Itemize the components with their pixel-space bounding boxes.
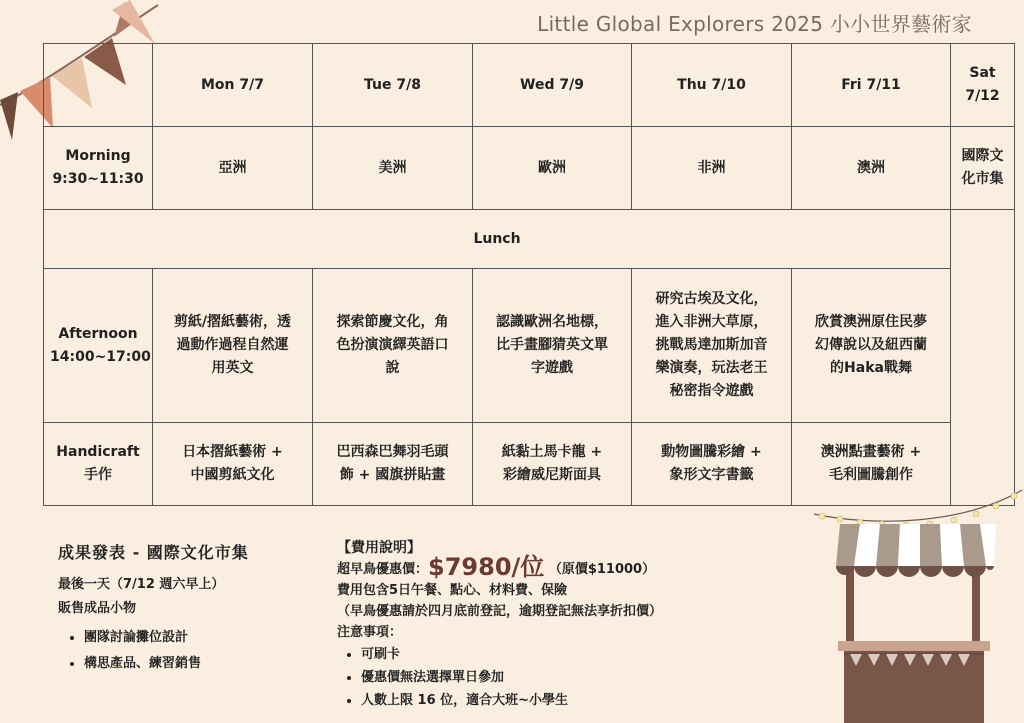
morning-label-cell <box>44 127 153 210</box>
fee-price-line <box>337 553 662 581</box>
cell-line: 研究古埃及文化， <box>655 291 768 307</box>
result-bullet: • 構思產品、練習銷售 <box>84 651 249 677</box>
result-list <box>58 625 249 677</box>
cell-line: 樂演奏，玩法老王 <box>655 360 768 376</box>
sat-day: Sat <box>969 65 996 81</box>
morning-cell: 非洲 <box>632 127 792 210</box>
sat-market-cell <box>951 127 1015 210</box>
page-title: Little Global Explorers 2025 小小世界藝術家 <box>537 12 972 36</box>
morning-cell: 歐洲 <box>473 127 632 210</box>
cell-line: 飾 + 國旗拼貼畫 <box>339 467 446 483</box>
sat-empty-cell <box>951 210 1015 506</box>
cell-line: 日本摺紙藝術 + <box>182 444 283 460</box>
morning-cell: 亞洲 <box>153 127 313 210</box>
cell-line: 澳洲點畫藝術 + <box>820 444 922 460</box>
morning-label: Morning <box>65 148 131 164</box>
result-line: 最後一天（7/12 週六早上） <box>58 577 225 592</box>
cell-line: 色扮演演繹英語口 <box>336 337 449 353</box>
day-header: Fri 7/11 <box>792 44 951 127</box>
day-header: Wed 7/9 <box>473 44 632 127</box>
cell-line: 認識歐洲名地標， <box>496 314 608 330</box>
afternoon-cell <box>313 269 473 423</box>
market-stall-illustration <box>810 486 1024 723</box>
cell-line: 進入非洲大草原， <box>655 314 768 330</box>
lunch-row <box>44 210 1015 269</box>
fee-note: （早鳥優惠請於四月底前登記，逾期登記無法享折扣價） <box>337 604 663 619</box>
cell-line: 的Haka戰舞 <box>830 360 912 376</box>
cell-line: 過動作過程自然運 <box>176 337 289 353</box>
afternoon-label-cell <box>44 269 153 423</box>
day-header-sat <box>951 44 1015 127</box>
sat-market-line: 化市集 <box>961 171 1004 187</box>
fee-includes: 費用包含5日午餐、點心、材料費、保險 <box>337 583 568 598</box>
lunch-cell: Lunch <box>44 210 951 269</box>
header-row <box>44 44 1015 127</box>
handicraft-cell <box>153 423 313 506</box>
afternoon-time: 14:00~17:00 <box>50 348 151 365</box>
result-line: 販售成品小物 <box>58 601 137 616</box>
result-bullet: • 團隊討論攤位設計 <box>84 625 249 651</box>
cell-line: 秘密指令遊戲 <box>669 383 754 399</box>
afternoon-cell <box>153 269 313 423</box>
cell-line: 字遊戲 <box>531 360 573 376</box>
morning-cell: 美洲 <box>313 127 473 210</box>
cell-line: 中國剪紙文化 <box>190 467 275 483</box>
handicraft-label: Handicraft <box>56 444 140 460</box>
notice-bullet: • 優惠價無法選擇單日參加 <box>361 666 662 689</box>
fee-heading: 【費用說明】 <box>337 540 421 556</box>
notice-bullet: • 人數上限 16 位，適合大班~小學生 <box>361 689 662 712</box>
handicraft-cell <box>473 423 632 506</box>
cell-line: 彩繪威尼斯面具 <box>503 467 601 483</box>
morning-cell: 澳洲 <box>792 127 951 210</box>
cell-line: 比手畫腳猜英文單 <box>496 337 608 353</box>
cell-line: 幻傳說以及紐西蘭 <box>815 337 927 353</box>
cell-line: 剪紙/摺紙藝術，透 <box>173 314 292 330</box>
sat-date: 7/12 <box>965 88 1000 104</box>
day-header: Tue 7/8 <box>313 44 473 127</box>
cell-line: 挑戰馬達加斯加音 <box>655 337 768 353</box>
cell-line: 毛利圖騰創作 <box>829 467 913 483</box>
early-label: 超早鳥優惠價： <box>337 562 429 577</box>
day-header: Mon 7/7 <box>153 44 313 127</box>
cell-line: 紙黏土馬卡龍 + <box>501 444 603 460</box>
afternoon-label: Afternoon <box>58 325 138 342</box>
handicraft-label-zh: 手作 <box>84 467 112 483</box>
handicraft-label-cell <box>44 423 153 506</box>
cell-line: 用英文 <box>211 360 254 376</box>
notice-list <box>337 643 662 712</box>
original-price: （原價$11000） <box>548 562 656 577</box>
afternoon-cell <box>632 269 792 423</box>
cell-line: 探索節慶文化，角 <box>336 314 449 330</box>
result-section <box>58 540 249 677</box>
corner-cell <box>44 44 153 127</box>
price: $7980/位 <box>428 553 545 581</box>
afternoon-cell <box>473 269 632 423</box>
sat-market-line: 國際文 <box>961 148 1004 164</box>
afternoon-row <box>44 269 1015 423</box>
afternoon-cell <box>792 269 951 423</box>
day-header: Thu 7/10 <box>632 44 792 127</box>
cell-line: 欣賞澳洲原住民夢 <box>815 314 927 330</box>
cell-line: 象形文字書籤 <box>669 467 754 483</box>
handicraft-cell <box>313 423 473 506</box>
schedule-table <box>43 43 1015 506</box>
morning-time: 9:30~11:30 <box>52 171 144 187</box>
cell-line: 說 <box>385 360 400 376</box>
notice-bullet: • 可刷卡 <box>361 643 662 666</box>
morning-row <box>44 127 1015 210</box>
handicraft-cell <box>632 423 792 506</box>
result-heading: 成果發表 - 國際文化市集 <box>58 543 249 562</box>
cell-line: 巴西森巴舞羽毛頭 <box>336 444 449 460</box>
fee-section <box>337 537 662 712</box>
notice-label: 注意事項： <box>337 625 403 640</box>
cell-line: 動物圖騰彩繪 + <box>661 444 762 460</box>
